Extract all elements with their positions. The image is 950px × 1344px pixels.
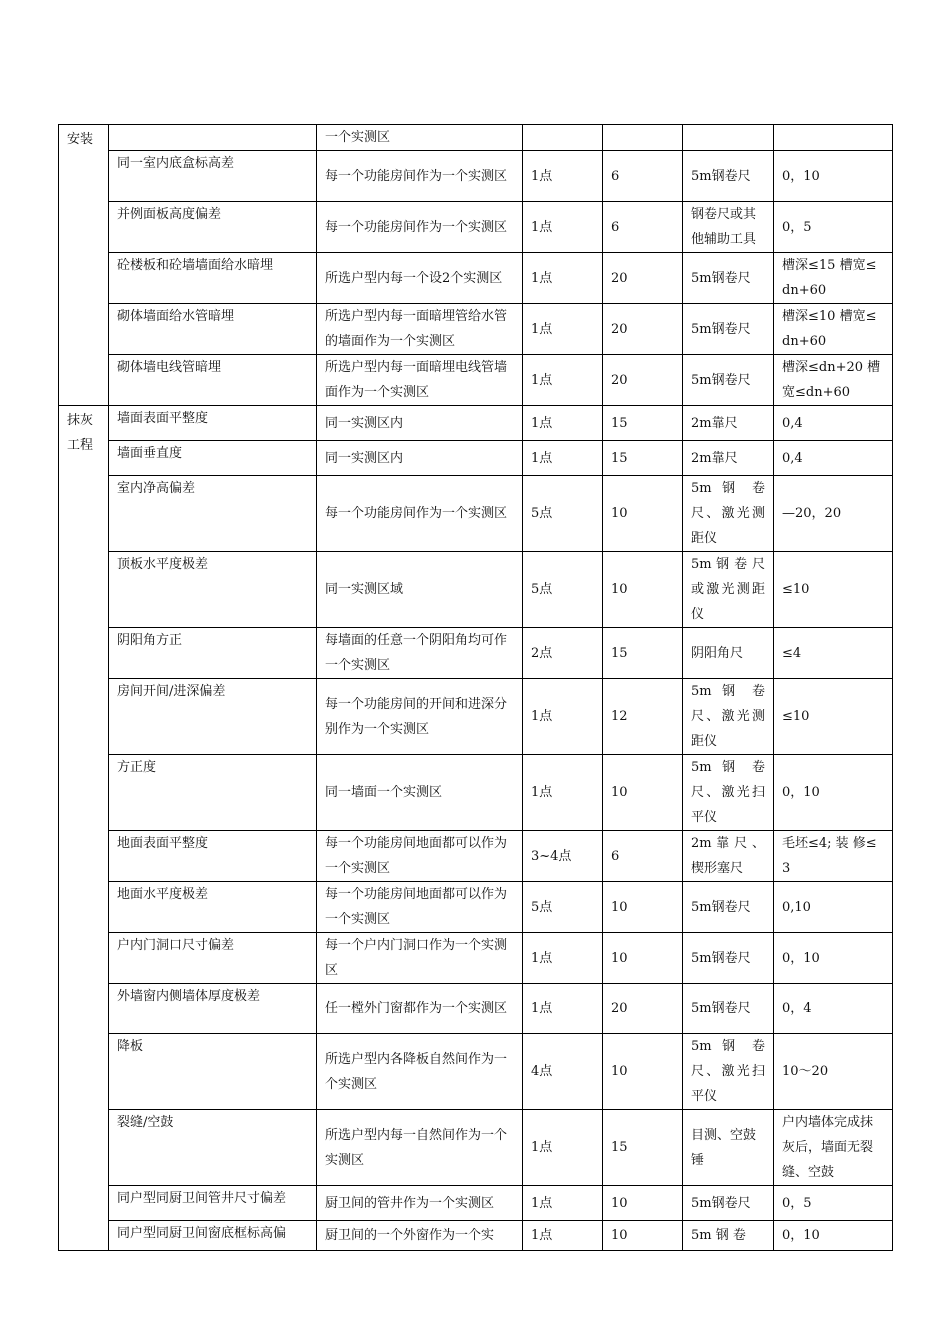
std-cell: 0，5	[774, 1186, 893, 1221]
tool-cell: 2m靠尺	[683, 441, 774, 476]
std-cell: 0，10	[774, 1221, 893, 1251]
item-cell: 墙面垂直度	[109, 441, 317, 476]
tool-cell: 5m钢卷尺	[683, 355, 774, 406]
points-cell: 1点	[523, 1186, 603, 1221]
item-cell	[109, 125, 317, 151]
table-row	[59, 984, 893, 1034]
item-cell: 同户型同厨卫间窗底框标高偏	[109, 1221, 317, 1251]
item-cell: 地面表面平整度	[109, 831, 317, 882]
points-cell: 1点	[523, 253, 603, 304]
category-cell: 抹灰工程	[59, 406, 109, 1251]
table-row	[59, 253, 893, 304]
points-cell: 1点	[523, 304, 603, 355]
tool-cell: 5m 钢 卷尺、激光测距仪	[683, 679, 774, 755]
area-cell: 所选户型内各降板自然间作为一个实测区	[317, 1034, 523, 1110]
count-cell: 20	[603, 355, 683, 406]
std-cell	[774, 125, 893, 151]
item-cell: 并例面板高度偏差	[109, 202, 317, 253]
item-cell: 墙面表面平整度	[109, 406, 317, 441]
table-row	[59, 202, 893, 253]
tool-cell: 阴阳角尺	[683, 628, 774, 679]
points-cell: 1点	[523, 679, 603, 755]
area-cell: 所选户型内每一自然间作为一个实测区	[317, 1110, 523, 1186]
tool-cell: 5m钢卷尺	[683, 984, 774, 1034]
area-cell: 所选户型内每一面暗埋管给水管的墙面作为一个实测区	[317, 304, 523, 355]
count-cell: 10	[603, 882, 683, 933]
points-cell: 1点	[523, 406, 603, 441]
table-row	[59, 1110, 893, 1186]
std-cell: 户内墙体完成抹灰后，墙面无裂缝、空鼓	[774, 1110, 893, 1186]
table-body	[59, 125, 893, 1251]
points-cell: 1点	[523, 1221, 603, 1251]
std-cell: 0，4	[774, 984, 893, 1034]
count-cell: 10	[603, 755, 683, 831]
count-cell: 15	[603, 628, 683, 679]
count-cell: 10	[603, 933, 683, 984]
tool-cell: 5m钢卷尺	[683, 304, 774, 355]
count-cell: 15	[603, 441, 683, 476]
table-row	[59, 1034, 893, 1110]
count-cell	[603, 125, 683, 151]
area-cell: 每一个功能房间地面都可以作为一个实测区	[317, 831, 523, 882]
item-cell: 裂缝/空鼓	[109, 1110, 317, 1186]
table-row	[59, 125, 893, 151]
area-cell: 同一实测区内	[317, 441, 523, 476]
points-cell: 1点	[523, 755, 603, 831]
item-cell: 方正度	[109, 755, 317, 831]
count-cell: 12	[603, 679, 683, 755]
tool-cell: 5m 钢 卷 尺或激光测距仪	[683, 552, 774, 628]
table-row	[59, 933, 893, 984]
points-cell: 5点	[523, 476, 603, 552]
table-row	[59, 151, 893, 202]
tool-cell: 2m 靠 尺 、楔形塞尺	[683, 831, 774, 882]
points-cell: 5点	[523, 552, 603, 628]
area-cell: 厨卫间的一个外窗作为一个实	[317, 1221, 523, 1251]
item-cell: 砌体墙面给水管暗埋	[109, 304, 317, 355]
item-cell: 房间开间/进深偏差	[109, 679, 317, 755]
count-cell: 20	[603, 253, 683, 304]
item-cell: 阴阳角方正	[109, 628, 317, 679]
area-cell: 同一实测区域	[317, 552, 523, 628]
std-cell: 0,4	[774, 441, 893, 476]
table-row	[59, 882, 893, 933]
points-cell: 1点	[523, 202, 603, 253]
tool-cell	[683, 125, 774, 151]
area-cell: 厨卫间的管井作为一个实测区	[317, 1186, 523, 1221]
tool-cell: 5m钢卷尺	[683, 1186, 774, 1221]
points-cell: 5点	[523, 882, 603, 933]
std-cell: ≤10	[774, 679, 893, 755]
count-cell: 20	[603, 984, 683, 1034]
table-row	[59, 355, 893, 406]
tool-cell: 目测、空鼓锤	[683, 1110, 774, 1186]
area-cell: 每一个功能房间作为一个实测区	[317, 151, 523, 202]
count-cell: 10	[603, 552, 683, 628]
area-cell: 同一墙面一个实测区	[317, 755, 523, 831]
count-cell: 6	[603, 831, 683, 882]
area-cell: 任一樘外门窗都作为一个实测区	[317, 984, 523, 1034]
item-cell: 地面水平度极差	[109, 882, 317, 933]
std-cell: ≤10	[774, 552, 893, 628]
points-cell: 1点	[523, 441, 603, 476]
area-cell: 每墙面的任意一个阴阳角均可作一个实测区	[317, 628, 523, 679]
area-cell: 所选户型内每一面暗埋电线管墙面作为一个实测区	[317, 355, 523, 406]
std-cell: 0,4	[774, 406, 893, 441]
points-cell: 1点	[523, 151, 603, 202]
std-cell: 10～20	[774, 1034, 893, 1110]
inspection-table	[58, 124, 893, 1251]
std-cell: 槽深≤dn+20 槽宽≤dn+60	[774, 355, 893, 406]
tool-cell: 2m靠尺	[683, 406, 774, 441]
area-cell: 每一个功能房间作为一个实测区	[317, 202, 523, 253]
std-cell: 0,10	[774, 882, 893, 933]
std-cell: 槽深≤15 槽宽≤dn+60	[774, 253, 893, 304]
tool-cell: 5m 钢 卷尺、激光测距仪	[683, 476, 774, 552]
area-cell: 所选户型内每一个设2个实测区	[317, 253, 523, 304]
std-cell: 0，10	[774, 151, 893, 202]
tool-cell: 5m 钢 卷	[683, 1221, 774, 1251]
points-cell: 1点	[523, 933, 603, 984]
count-cell: 15	[603, 406, 683, 441]
count-cell: 6	[603, 151, 683, 202]
area-cell: 每一个功能房间地面都可以作为一个实测区	[317, 882, 523, 933]
table-row	[59, 755, 893, 831]
item-cell: 室内净高偏差	[109, 476, 317, 552]
area-cell: 每一个功能房间的开间和进深分别作为一个实测区	[317, 679, 523, 755]
points-cell: 4点	[523, 1034, 603, 1110]
item-cell: 顶板水平度极差	[109, 552, 317, 628]
item-cell: 降板	[109, 1034, 317, 1110]
area-cell: 每一个户内门洞口作为一个实测区	[317, 933, 523, 984]
points-cell	[523, 125, 603, 151]
tool-cell: 钢卷尺或其他辅助工具	[683, 202, 774, 253]
count-cell: 20	[603, 304, 683, 355]
table-row	[59, 441, 893, 476]
table-row	[59, 406, 893, 441]
std-cell: 槽深≤10 槽宽≤dn+60	[774, 304, 893, 355]
area-cell: 同一实测区内	[317, 406, 523, 441]
std-cell: —20，20	[774, 476, 893, 552]
points-cell: 1点	[523, 355, 603, 406]
points-cell: 3~4点	[523, 831, 603, 882]
table-row	[59, 831, 893, 882]
count-cell: 10	[603, 1186, 683, 1221]
tool-cell: 5m钢卷尺	[683, 933, 774, 984]
points-cell: 1点	[523, 1110, 603, 1186]
item-cell: 砼楼板和砼墙墙面给水暗埋	[109, 253, 317, 304]
count-cell: 10	[603, 476, 683, 552]
item-cell: 砌体墙电线管暗埋	[109, 355, 317, 406]
item-cell: 同户型同厨卫间管井尺寸偏差	[109, 1186, 317, 1221]
count-cell: 10	[603, 1034, 683, 1110]
tool-cell: 5m钢卷尺	[683, 253, 774, 304]
category-cell: 安装	[59, 125, 109, 406]
tool-cell: 5m钢卷尺	[683, 882, 774, 933]
item-cell: 外墙窗内侧墙体厚度极差	[109, 984, 317, 1034]
points-cell: 1点	[523, 984, 603, 1034]
count-cell: 15	[603, 1110, 683, 1186]
table-row	[59, 304, 893, 355]
std-cell: 毛坯≤4; 装 修≤3	[774, 831, 893, 882]
table-row	[59, 628, 893, 679]
item-cell: 同一室内底盒标高差	[109, 151, 317, 202]
tool-cell: 5m 钢 卷尺、激光扫平仪	[683, 755, 774, 831]
table-row	[59, 1221, 893, 1251]
std-cell: 0，5	[774, 202, 893, 253]
tool-cell: 5m 钢 卷尺、激光扫平仪	[683, 1034, 774, 1110]
item-cell: 户内门洞口尺寸偏差	[109, 933, 317, 984]
std-cell: 0，10	[774, 933, 893, 984]
count-cell: 6	[603, 202, 683, 253]
table-row	[59, 1186, 893, 1221]
table-row	[59, 476, 893, 552]
area-cell: 每一个功能房间作为一个实测区	[317, 476, 523, 552]
table-row	[59, 552, 893, 628]
count-cell: 10	[603, 1221, 683, 1251]
area-cell: 一个实测区	[317, 125, 523, 151]
points-cell: 2点	[523, 628, 603, 679]
std-cell: ≤4	[774, 628, 893, 679]
std-cell: 0，10	[774, 755, 893, 831]
table-row	[59, 679, 893, 755]
tool-cell: 5m钢卷尺	[683, 151, 774, 202]
